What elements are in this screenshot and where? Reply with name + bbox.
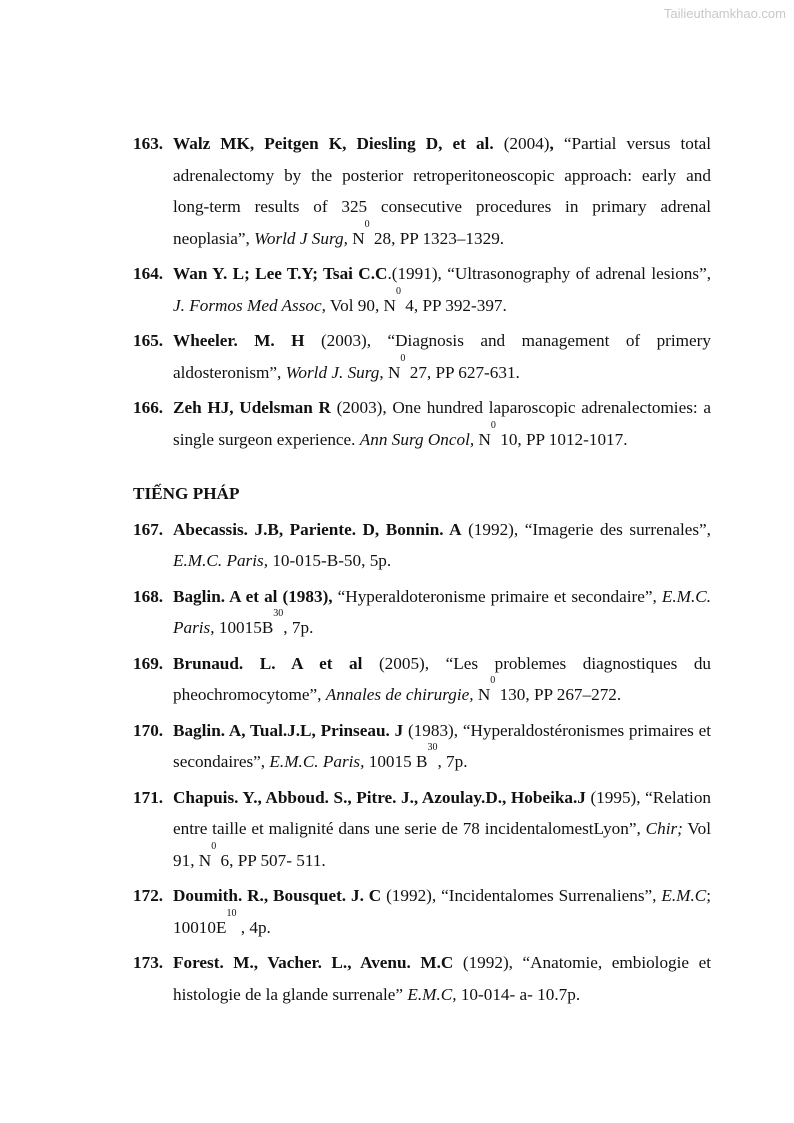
- ref-authors: Forest. M., Vacher. L., Avenu. M.C: [173, 953, 454, 972]
- ref-volume: N: [474, 429, 491, 449]
- ref-authors: Walz MK, Peitgen K, Diesling D, et al.: [173, 134, 494, 153]
- ref-journal: E.M.C,: [407, 984, 457, 1004]
- ref-volume: 10015B: [214, 618, 274, 637]
- ref-pages: , 7p.: [437, 752, 468, 771]
- ref-journal: E.M.C. Paris,: [269, 752, 365, 771]
- reference-item: [133, 128, 711, 254]
- ref-number: 173.: [133, 953, 164, 972]
- ref-journal: E.M.C: [661, 886, 707, 905]
- ref-superscript: 0: [211, 840, 217, 852]
- ref-title: (2003), One hundred laparoscopic adrenalectomies: a single surgeon experience.: [173, 398, 711, 449]
- ref-journal: Ann Surg Oncol,: [359, 429, 475, 449]
- ref-journal: Annales de chirurgie,: [325, 685, 474, 704]
- ref-title: (2003), “Diagnosis and management of primery aldosteronism”,: [173, 331, 711, 382]
- reference-item: [133, 258, 711, 321]
- reference-item: [133, 514, 711, 577]
- ref-volume: N: [347, 228, 365, 248]
- ref-volume: 10-015-B-50, 5p.: [268, 551, 392, 570]
- ref-superscript: 0: [490, 675, 496, 686]
- watermark: Tailieuthamkhao.com: [663, 6, 786, 21]
- ref-authors: Chapuis. Y., Abboud. S., Pitre. J., Azoulay.D., Hobeika.J: [173, 787, 586, 807]
- ref-journal: E.M.C. Paris,: [173, 586, 711, 637]
- ref-number: 170.: [133, 720, 164, 740]
- reference-item: [133, 947, 711, 1010]
- reference-item: [133, 392, 711, 455]
- ref-pages: 6, PP 507- 511.: [216, 850, 326, 870]
- ref-number: 165.: [133, 331, 164, 350]
- reference-item: [133, 325, 711, 388]
- ref-pages: 28, PP 1323–1329.: [369, 228, 505, 248]
- ref-number: 163.: [133, 134, 164, 153]
- ref-journal: J. Formos Med Assoc,: [173, 295, 326, 315]
- ref-authors: Doumith. R., Bousquet. J. C: [173, 886, 382, 905]
- ref-pages: , 7p.: [283, 618, 314, 637]
- ref-volume: 10-014- a- 10.7p.: [456, 984, 581, 1004]
- reference-item: [133, 581, 711, 644]
- ref-volume: N: [473, 685, 491, 704]
- reference-item: [133, 715, 711, 778]
- ref-authors: Wheeler. M. H: [173, 331, 305, 350]
- ref-superscript: 10: [226, 907, 237, 919]
- ref-authors: Wan Y. L; Lee T.Y; Tsai C.C: [173, 264, 388, 283]
- ref-journal: World J Surg,: [254, 228, 348, 248]
- ref-volume: Vol 90, N: [325, 295, 396, 315]
- ref-authors: Baglin. A et al (1983),: [173, 586, 333, 606]
- ref-number: 164.: [133, 264, 164, 283]
- ref-number: 171.: [133, 787, 164, 807]
- ref-pages: 27, PP 627-631.: [405, 362, 520, 382]
- ref-year: (2004): [493, 134, 550, 153]
- ref-authors: Abecassis. J.B, Pariente. D, Bonnin. A: [173, 519, 462, 539]
- reference-item: [133, 880, 711, 943]
- ref-title: (1995), “Relation entre taille et malignité dans une serie de 78 incidentalomestLyon”,: [173, 787, 712, 838]
- ref-number: 167.: [133, 519, 164, 539]
- ref-title: (2005), “Les problemes diagnostiques du pheochromocytome”,: [173, 653, 712, 704]
- ref-number: 172.: [133, 886, 164, 905]
- ref-number: 168.: [133, 586, 164, 606]
- ref-pages: , 4p.: [236, 917, 271, 937]
- ref-volume: Vol 91, N: [173, 819, 711, 870]
- ref-authors: Zeh HJ, Udelsman R: [173, 398, 331, 417]
- ref-title: (1992), “Incidentalomes Surrenaliens”,: [381, 886, 662, 905]
- ref-title: (1983), “Hyperaldostéronismes primaires et secondaires”,: [173, 720, 711, 771]
- ref-volume: 10015 B: [364, 752, 428, 771]
- ref-title: “Hyperaldoteronisme primaire et secondaire”,: [332, 586, 662, 606]
- ref-volume: , N: [379, 362, 401, 382]
- ref-pages: 130, PP 267–272.: [495, 685, 622, 704]
- reference-item: [133, 782, 711, 877]
- reference-item: [133, 648, 711, 711]
- ref-superscript: 0: [364, 218, 370, 230]
- ref-pages: 4, PP 392-397.: [400, 295, 507, 315]
- ref-superscript: 0: [400, 352, 406, 364]
- section-heading: TIẾNG PHÁP: [133, 484, 240, 503]
- ref-title: (1992), “Anatomie, embiologie et histologie de la glande surrenale”: [173, 953, 711, 1004]
- ref-journal: World J. Surg: [285, 362, 380, 382]
- ref-comma: ,: [549, 134, 554, 153]
- ref-authors: Brunaud. L. A et al: [173, 653, 363, 673]
- ref-superscript: 0: [395, 285, 401, 297]
- ref-journal: E.M.C. Paris,: [173, 551, 269, 570]
- ref-number: 166.: [133, 398, 164, 417]
- ref-superscript: 30: [273, 608, 284, 619]
- ref-volume: ; 10010E: [173, 886, 711, 937]
- ref-title: “Partial versus total adrenalectomy by the posterior retroperitoneoscopic approach: early and long-term results of 325 consecutive procedures in primary adrenal neoplasia”,: [173, 134, 711, 248]
- ref-title: (1992), “Imagerie des surrenales”,: [461, 519, 711, 539]
- reference-list: [133, 128, 711, 1014]
- ref-authors: Baglin. A, Tual.J.L, Prinseau. J: [173, 720, 404, 740]
- ref-number: 169.: [133, 653, 164, 673]
- ref-superscript: 30: [427, 742, 438, 753]
- ref-pages: 10, PP 1012-1017.: [495, 429, 628, 449]
- ref-title: .(1991), “Ultrasonography of adrenal lesions”,: [387, 264, 711, 283]
- ref-journal: Chir;: [645, 819, 683, 838]
- ref-superscript: 0: [490, 419, 496, 431]
